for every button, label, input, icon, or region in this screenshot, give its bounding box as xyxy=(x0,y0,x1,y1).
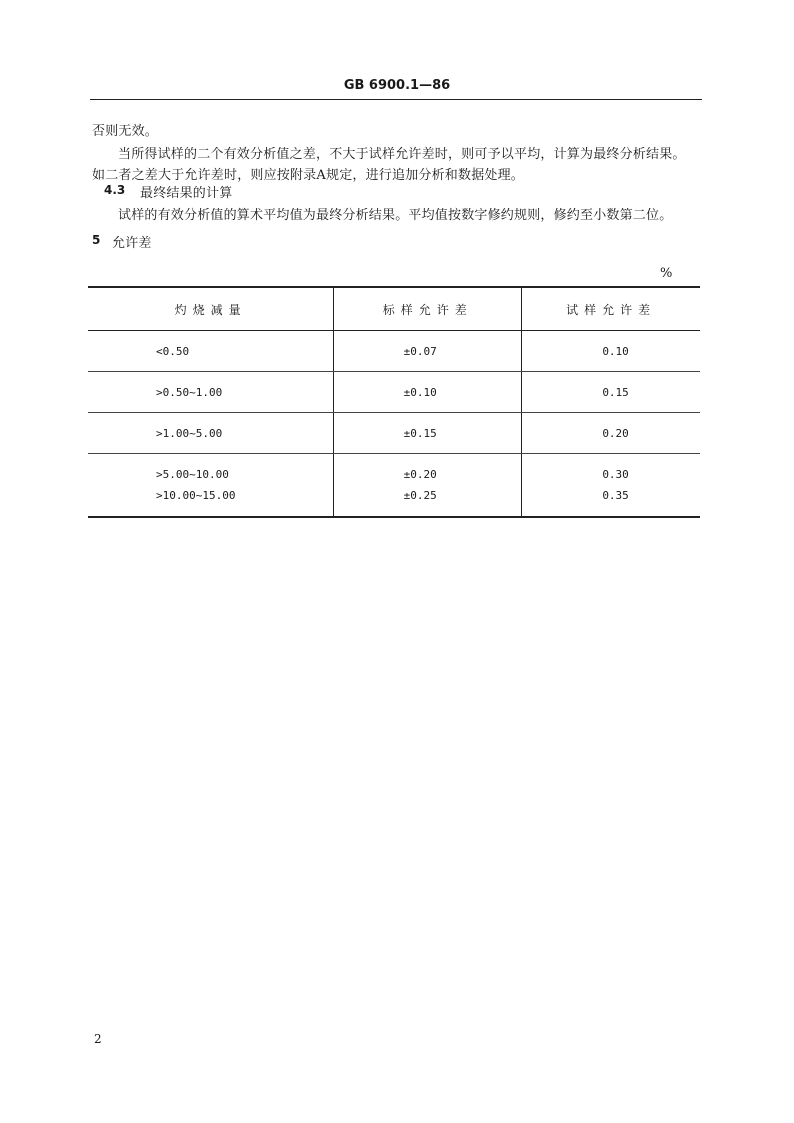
paragraph-additional-analysis: 如二者之差大于允许差时，则应按附录A规定，进行追加分析和数据处理。 xyxy=(92,168,524,183)
table-row xyxy=(88,413,700,454)
tolerance-table xyxy=(88,286,700,518)
sample-tolerance-value: 0.10 xyxy=(602,344,629,358)
range-cell xyxy=(88,372,334,413)
table-row xyxy=(88,331,700,372)
sample-tolerance-cell xyxy=(522,372,700,413)
standard-tolerance-cell xyxy=(334,372,522,413)
range-value: >1.00~5.00 xyxy=(156,426,223,440)
standard-tolerance-value: ±0.15 xyxy=(403,426,437,440)
sample-tolerance-value: 0.15 xyxy=(602,385,629,399)
section-4-3-title: 最终结果的计算 xyxy=(140,186,233,201)
sample-tolerance-value: 0.35 xyxy=(602,489,629,502)
sample-tolerance-value: 0.30 xyxy=(602,468,629,481)
header-rule xyxy=(90,99,702,100)
range-cell xyxy=(88,413,334,454)
range-value: >5.00~10.00 xyxy=(156,468,229,481)
range-cell xyxy=(88,454,334,518)
document-header: GB 6900.1—86 xyxy=(343,78,451,93)
table-header-row xyxy=(88,287,700,331)
standard-tolerance-cell xyxy=(334,413,522,454)
paragraph-average-rule: 当所得试样的二个有效分析值之差，不大于试样允许差时，则可予以平均，计算为最终分析结果。 xyxy=(118,147,686,162)
header-loss-on-ignition: 灼烧减量 xyxy=(88,287,334,331)
header-sample-tolerance: 试样允许差 xyxy=(522,287,700,331)
standard-tolerance-cell xyxy=(334,331,522,372)
section-5-number: 5 xyxy=(92,233,101,247)
standard-tolerance-value: ±0.25 xyxy=(403,489,437,502)
table-row xyxy=(88,372,700,413)
standard-tolerance-value: ±0.07 xyxy=(403,344,437,358)
section-5-title: 允许差 xyxy=(112,236,152,251)
sample-tolerance-cell xyxy=(522,413,700,454)
range-cell xyxy=(88,331,334,372)
standard-tolerance-value: ±0.10 xyxy=(403,385,437,399)
paragraph-continuation: 否则无效。 xyxy=(92,124,159,139)
section-4-3-number: 4.3 xyxy=(104,183,126,197)
standard-tolerance-value: ±0.20 xyxy=(403,468,437,481)
page-number: 2 xyxy=(94,1032,102,1046)
range-value: >0.50~1.00 xyxy=(156,385,223,399)
sample-tolerance-cell xyxy=(522,454,700,518)
range-value: <0.50 xyxy=(156,344,190,358)
sample-tolerance-cell xyxy=(522,331,700,372)
table-row xyxy=(88,454,700,518)
table-unit: % xyxy=(660,266,673,281)
range-value: >10.00~15.00 xyxy=(156,489,236,502)
section-4-3-text: 试样的有效分析值的算术平均值为最终分析结果。平均值按数字修约规则，修约至小数第二位。 xyxy=(118,208,673,223)
header-standard-tolerance: 标样允许差 xyxy=(334,287,522,331)
standard-tolerance-cell xyxy=(334,454,522,518)
sample-tolerance-value: 0.20 xyxy=(602,426,629,440)
